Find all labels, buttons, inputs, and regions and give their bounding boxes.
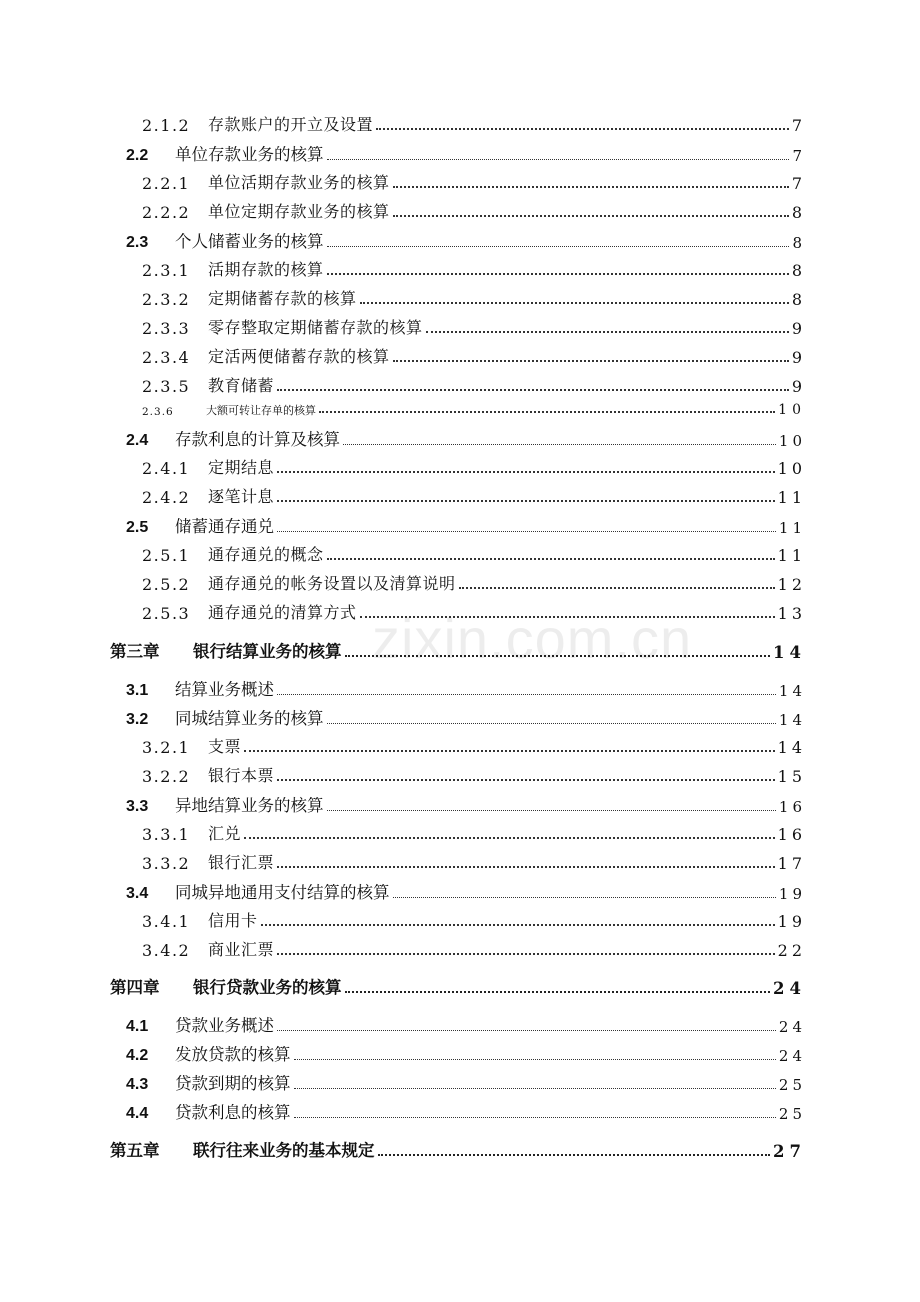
toc-entry[interactable] <box>142 484 806 507</box>
toc-entry[interactable] <box>126 1041 806 1065</box>
toc-entry-page: 27 <box>773 1142 806 1161</box>
toc-entry-page: 14 <box>778 682 806 700</box>
toc-entry-page: 8 <box>792 234 806 252</box>
toc-entry-page: 7 <box>791 174 806 193</box>
toc-entry[interactable] <box>126 1012 806 1036</box>
dot-leader <box>360 302 789 304</box>
toc-entry-page: 8 <box>791 203 806 222</box>
toc-entry[interactable] <box>142 600 806 623</box>
dot-leader <box>345 991 771 993</box>
toc-entry-page: 19 <box>777 912 806 931</box>
toc-chapter-entry[interactable] <box>110 974 806 998</box>
toc-entry-number: 2.3.1 <box>142 261 191 280</box>
toc-entry[interactable] <box>142 286 806 309</box>
toc-entry-page: 13 <box>777 604 806 623</box>
watermark: zixin.com.cn <box>372 607 693 670</box>
dot-leader <box>327 246 790 247</box>
dot-leader <box>277 531 776 532</box>
toc-entry-title: 同城结算业务的核算 <box>175 709 324 728</box>
toc-entry[interactable] <box>142 112 806 135</box>
toc-entry-title: 储蓄通存通兑 <box>175 517 274 536</box>
toc-entry[interactable] <box>142 199 806 222</box>
dot-leader <box>294 1117 776 1118</box>
toc-entry-number: 3.2.1 <box>142 738 191 757</box>
toc-entry[interactable] <box>142 908 806 931</box>
dot-leader <box>277 694 776 695</box>
toc-entry-number: 2.2 <box>126 147 149 164</box>
toc-entry[interactable] <box>142 170 806 193</box>
toc-entry-page: 19 <box>778 885 806 903</box>
toc-entry[interactable] <box>126 426 806 450</box>
toc-entry-number: 4.1 <box>126 1018 149 1035</box>
toc-entry-title: 单位活期存款业务的核算 <box>208 173 390 192</box>
toc-entry[interactable] <box>126 1099 806 1123</box>
toc-entry-page: 14 <box>778 711 806 729</box>
toc-entry-page: 7 <box>792 147 806 165</box>
toc-entry-title: 贷款业务概述 <box>175 1016 274 1035</box>
toc-entry[interactable] <box>142 373 806 396</box>
toc-entry-number: 3.4.2 <box>142 941 191 960</box>
toc-entry-page: 9 <box>791 348 806 367</box>
dot-leader <box>376 128 789 130</box>
dot-leader <box>327 558 775 560</box>
dot-leader <box>426 331 789 333</box>
dot-leader <box>393 186 789 188</box>
toc-entry-title: 大额可转让存单的核算 <box>206 404 316 417</box>
dot-leader <box>277 500 775 502</box>
toc-entry-title: 定期结息 <box>208 458 275 477</box>
toc-entry-title: 贷款利息的核算 <box>175 1103 291 1122</box>
toc-entry-page: 10 <box>778 432 806 450</box>
toc-entry[interactable] <box>142 571 806 594</box>
toc-chapter-entry[interactable] <box>110 638 806 662</box>
dot-leader <box>244 750 775 752</box>
toc-entry-title: 逐笔计息 <box>208 487 275 506</box>
toc-entry-title: 贷款到期的核算 <box>175 1074 291 1093</box>
toc-entry-page: 11 <box>778 519 806 537</box>
toc-entry-title: 同城异地通用支付结算的核算 <box>175 883 390 902</box>
toc-entry-page: 25 <box>778 1076 806 1094</box>
toc-entry[interactable] <box>126 792 806 816</box>
toc-entry[interactable] <box>142 402 806 418</box>
toc-entry[interactable] <box>142 734 806 757</box>
dot-leader <box>459 587 775 589</box>
toc-entry[interactable] <box>142 257 806 280</box>
toc-entry-number: 2.3.2 <box>142 290 191 309</box>
toc-entry-title: 通存通兑的帐务设置以及清算说明 <box>208 574 456 593</box>
toc-entry-title: 存款账户的开立及设置 <box>208 115 374 134</box>
toc-entry-number: 第三章 <box>110 642 160 661</box>
dot-leader <box>277 866 775 868</box>
toc-entry-number: 2.5.3 <box>142 604 191 623</box>
toc-entry[interactable] <box>126 228 806 252</box>
toc-entry-number: 2.1.2 <box>142 116 191 135</box>
toc-entry-number: 2.2.1 <box>142 174 191 193</box>
toc-entry-title: 通存通兑的清算方式 <box>208 603 357 622</box>
toc-entry-title: 单位定期存款业务的核算 <box>208 202 390 221</box>
toc-entry-number: 2.3.6 <box>142 406 174 418</box>
toc-entry-number: 2.4.1 <box>142 459 191 478</box>
dot-leader <box>277 779 775 781</box>
dot-leader <box>360 616 775 618</box>
toc-entry-title: 支票 <box>208 737 242 756</box>
toc-entry-title: 发放贷款的核算 <box>175 1045 291 1064</box>
dot-leader <box>327 273 789 275</box>
toc-entry[interactable] <box>126 513 806 537</box>
toc-entry[interactable] <box>126 705 806 729</box>
toc-entry-number: 2.2.2 <box>142 203 191 222</box>
toc-entry-page: 17 <box>777 854 806 873</box>
toc-entry-page: 16 <box>778 798 806 816</box>
toc-entry-number: 2.4 <box>126 432 149 449</box>
toc-entry-number: 3.4 <box>126 885 149 902</box>
toc-entry-page: 8 <box>791 261 806 280</box>
dot-leader <box>378 1154 771 1156</box>
dot-leader <box>319 411 775 413</box>
dot-leader <box>244 837 775 839</box>
toc-entry-number: 4.3 <box>126 1076 149 1093</box>
toc-entry-title: 个人储蓄业务的核算 <box>175 232 324 251</box>
dot-leader <box>261 924 775 926</box>
toc-entry-page: 14 <box>777 738 806 757</box>
toc-entry-page: 7 <box>791 116 806 135</box>
dot-leader <box>393 360 789 362</box>
toc-entry-page: 9 <box>791 319 806 338</box>
toc-entry-title: 信用卡 <box>208 911 258 930</box>
dot-leader <box>393 897 776 898</box>
toc-entry-number: 2.3.5 <box>142 377 191 396</box>
toc-entry-page: 25 <box>778 1105 806 1123</box>
toc-entry-page: 24 <box>778 1047 806 1065</box>
toc-entry[interactable] <box>142 937 806 960</box>
toc-entry-number: 4.4 <box>126 1105 149 1122</box>
toc-entry-number: 3.2.2 <box>142 767 191 786</box>
toc-entry[interactable] <box>126 1070 806 1094</box>
toc-entry-page: 14 <box>773 643 806 662</box>
toc-entry-number: 2.5.1 <box>142 546 191 565</box>
dot-leader <box>277 471 775 473</box>
toc-entry-page: 10 <box>777 459 806 478</box>
dot-leader <box>327 159 790 160</box>
toc-entry-number: 3.3.2 <box>142 854 191 873</box>
toc-entry-title: 异地结算业务的核算 <box>175 796 324 815</box>
dot-leader <box>343 444 776 445</box>
dot-leader <box>277 389 789 391</box>
dot-leader <box>277 953 775 955</box>
toc-entry-page: 15 <box>777 767 806 786</box>
toc-entry-title: 银行结算业务的核算 <box>193 642 342 661</box>
toc-entry[interactable] <box>142 315 806 338</box>
toc-entry-number: 2.5.2 <box>142 575 191 594</box>
toc-entry-title: 联行往来业务的基本规定 <box>193 1141 375 1160</box>
toc-entry-number: 3.1 <box>126 682 149 699</box>
toc-entry-number: 2.4.2 <box>142 488 191 507</box>
toc-entry-number: 3.3.1 <box>142 825 191 844</box>
toc-entry-title: 定活两便储蓄存款的核算 <box>208 347 390 366</box>
dot-leader <box>327 723 776 724</box>
toc-entry-title: 商业汇票 <box>208 940 275 959</box>
dot-leader <box>294 1088 776 1089</box>
toc-entry-title: 汇兑 <box>208 824 242 843</box>
toc-entry-page: 22 <box>777 941 806 960</box>
toc-entry-number: 2.5 <box>126 519 149 536</box>
toc-entry-title: 银行本票 <box>208 766 275 785</box>
toc-entry-title: 银行贷款业务的核算 <box>193 978 342 997</box>
toc-entry[interactable] <box>126 141 806 165</box>
dot-leader <box>393 215 789 217</box>
dot-leader <box>345 655 771 657</box>
toc-entry-title: 银行汇票 <box>208 853 275 872</box>
toc-entry-page: 9 <box>791 377 806 396</box>
toc-entry-title: 结算业务概述 <box>175 680 274 699</box>
toc-entry-number: 2.3.4 <box>142 348 191 367</box>
toc-entry-page: 10 <box>778 402 806 418</box>
toc-entry[interactable] <box>142 542 806 565</box>
toc-entry-number: 3.3 <box>126 798 149 815</box>
toc-entry[interactable] <box>142 763 806 786</box>
toc-chapter-entry[interactable] <box>110 1137 806 1161</box>
toc-entry-title: 单位存款业务的核算 <box>175 145 324 164</box>
dot-leader <box>277 1030 776 1031</box>
toc-entry-page: 11 <box>777 546 806 565</box>
toc-entry[interactable] <box>126 879 806 903</box>
toc-entry[interactable] <box>142 344 806 367</box>
toc-entry-number: 第五章 <box>110 1141 160 1160</box>
toc-entry-title: 存款利息的计算及核算 <box>175 430 340 449</box>
toc-entry-page: 8 <box>791 290 806 309</box>
toc-entry[interactable] <box>126 676 806 700</box>
toc-entry-number: 3.4.1 <box>142 912 191 931</box>
toc-entry-page: 12 <box>777 575 806 594</box>
toc-entry-number: 2.3.3 <box>142 319 191 338</box>
toc-entry-number: 2.3 <box>126 234 149 251</box>
toc-entry[interactable] <box>142 850 806 873</box>
toc-entry-page: 16 <box>777 825 806 844</box>
dot-leader <box>294 1059 776 1060</box>
toc-entry-title: 定期储蓄存款的核算 <box>208 289 357 308</box>
toc-entry-title: 教育储蓄 <box>208 376 275 395</box>
toc-entry-title: 通存通兑的概念 <box>208 545 324 564</box>
toc-entry-title: 活期存款的核算 <box>208 260 324 279</box>
toc-entry-number: 4.2 <box>126 1047 149 1064</box>
toc-entry[interactable] <box>142 455 806 478</box>
dot-leader <box>327 810 776 811</box>
toc-entry-number: 3.2 <box>126 711 149 728</box>
toc-entry-page: 24 <box>778 1018 806 1036</box>
toc-entry-page: 11 <box>777 488 806 507</box>
toc-entry[interactable] <box>142 821 806 844</box>
toc-entry-number: 第四章 <box>110 978 160 997</box>
toc-entry-title: 零存整取定期储蓄存款的核算 <box>208 318 423 337</box>
toc-entry-page: 24 <box>773 979 806 998</box>
